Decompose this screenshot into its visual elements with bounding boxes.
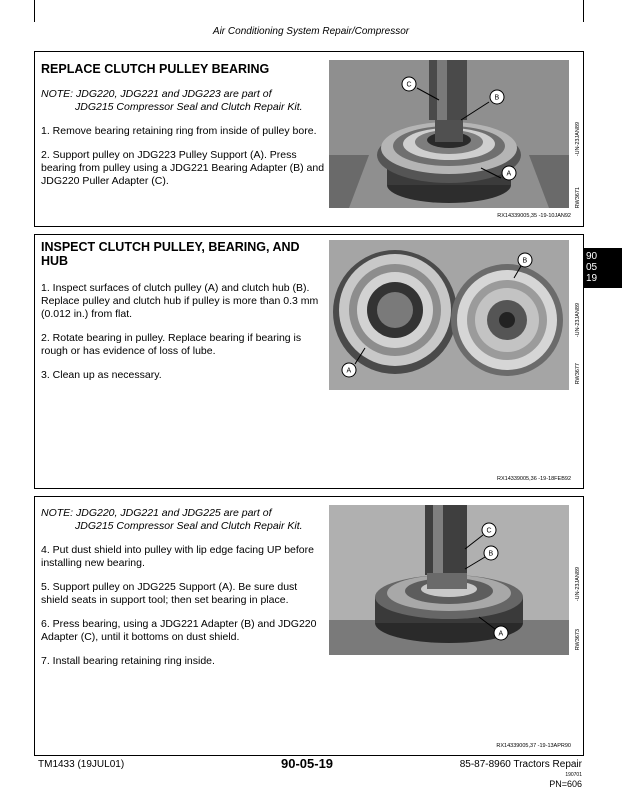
callout-a: A (498, 630, 504, 638)
photo-date: -UN-23JAN89 (575, 122, 581, 157)
callout-b: B (494, 94, 500, 102)
frame-line-left (34, 0, 35, 22)
caption-code: RX14339005,37 -19-13APR90 (496, 743, 571, 749)
photo-date: -UN-23JAN89 (575, 303, 581, 338)
note: NOTE: JDG220, JDG221 and JDG225 are part of JDG215 Compressor Seal and Clutch Repair Kit. (41, 507, 303, 532)
callout-a: A (346, 367, 352, 375)
step-2: 2. Support pulley on JDG223 Pulley Support (A). Press bearing from pulley using a JDG221 Bearing Adapter (B) and JDG220 Puller Adapter (C). (41, 149, 325, 187)
step-4: 4. Put dust shield into pulley with lip edge facing UP before installing new bearing. (41, 544, 314, 569)
callout-a: A (506, 170, 512, 178)
step-3: 3. Clean up as necessary. (41, 369, 162, 381)
section-tab: 90 05 19 (584, 248, 622, 288)
photo-id: RW3673 (575, 629, 581, 651)
callout-b: B (488, 550, 494, 558)
step-1: 1. Remove bearing retaining ring from inside of pulley bore. (41, 125, 317, 137)
section-replace-bearing (34, 51, 584, 227)
callout-c: C (406, 81, 412, 89)
caption-code: RX14339005,36 -19-18FEB92 (497, 476, 571, 482)
footer-code: 190701 (565, 772, 582, 778)
section-inspect-pulley (34, 234, 584, 489)
footer-manual: TM1433 (19JUL01) (38, 759, 125, 770)
step-7: 7. Install bearing retaining ring inside. (41, 655, 215, 667)
photo-id: RW3677 (575, 363, 581, 385)
step-5: 5. Support pulley on JDG225 Support (A). Be sure dust shield seats in support tool; then set bearing in place. (41, 581, 298, 606)
photo-pulley-and-hub (329, 240, 569, 390)
photo-date: -UN-23JAN89 (575, 567, 581, 602)
caption-code: RX14339005,35 -19-10JAN92 (497, 213, 571, 219)
callout-c: C (486, 527, 492, 535)
photo-bearing-install (329, 505, 569, 655)
footer-page-number: 90-05-19 (281, 756, 334, 771)
footer-model: 85-87-8960 Tractors Repair (459, 759, 582, 770)
frame-line-right (583, 0, 584, 22)
section-title: INSPECT CLUTCH PULLEY, BEARING, AND HUB (41, 240, 300, 268)
page-header: Air Conditioning System Repair/Compressor (212, 26, 410, 37)
photo-pulley-press (329, 60, 569, 208)
callout-b: B (522, 257, 528, 265)
photo-id: RW3671 (575, 187, 581, 209)
step-1: 1. Inspect surfaces of clutch pulley (A) and clutch hub (B). Replace pulley and clutch hub if pulley is more than 0.3 mm (0.012 in.) from flat. (41, 282, 319, 320)
section-title: REPLACE CLUTCH PULLEY BEARING (41, 62, 270, 76)
step-2: 2. Rotate bearing in pulley. Replace bearing if bearing is rough or has evidence of loss of lube. (41, 332, 302, 357)
step-6: 6. Press bearing, using a JDG221 Adapter (B) and JDG220 Adapter (C), until it bottoms on dust shield. (41, 618, 317, 643)
section-install-bearing (34, 496, 584, 756)
footer-pn: PN=606 (549, 779, 582, 789)
note: NOTE: JDG220, JDG221 and JDG223 are part of JDG215 Compressor Seal and Clutch Repair Kit. (41, 88, 303, 113)
